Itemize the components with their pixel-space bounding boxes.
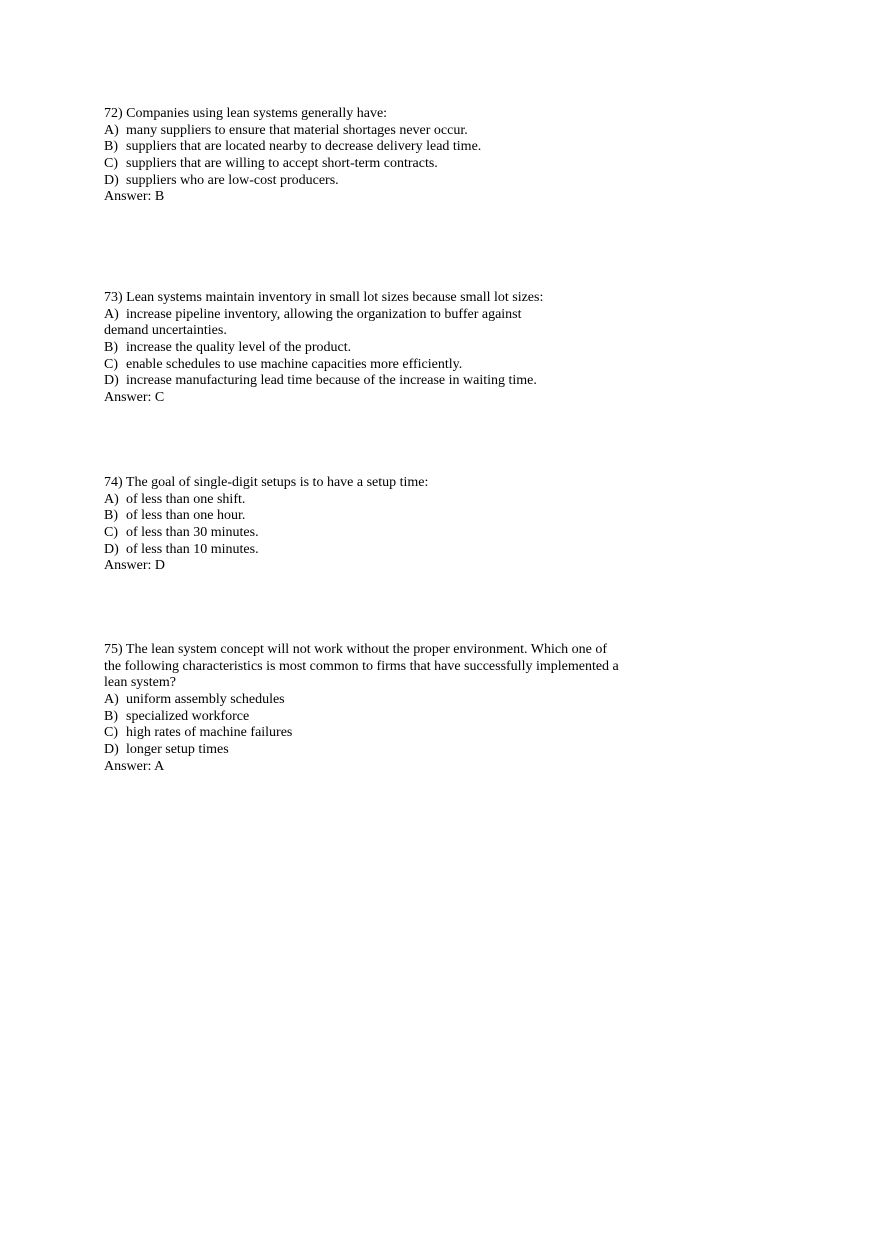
option-text: suppliers that are willing to accept short-term contracts. xyxy=(126,156,438,172)
question-72 xyxy=(104,106,664,206)
option-b xyxy=(104,508,664,525)
answer: Answer: C xyxy=(104,390,165,406)
option-letter: B) xyxy=(104,340,118,356)
option-d xyxy=(104,173,664,190)
option-a xyxy=(104,307,664,324)
option-text: many suppliers to ensure that material shortages never occur. xyxy=(126,122,468,138)
option-text: increase manufacturing lead time because of the increase in waiting time. xyxy=(126,373,537,389)
option-text: enable schedules to use machine capacities more efficiently. xyxy=(126,356,463,372)
answer: Answer: B xyxy=(104,189,165,205)
option-text: uniform assembly schedules xyxy=(126,692,285,708)
option-c xyxy=(104,156,664,173)
option-text: of less than 10 minutes. xyxy=(126,541,259,557)
option-c xyxy=(104,357,664,374)
question-stem: 73) Lean systems maintain inventory in small lot sizes because small lot sizes: xyxy=(104,290,544,305)
option-a xyxy=(104,692,664,709)
option-letter: B) xyxy=(104,708,118,724)
option-text: specialized workforce xyxy=(126,708,250,724)
option-letter: C) xyxy=(104,356,118,372)
option-a-continuation: demand uncertainties. xyxy=(104,323,227,339)
answer: Answer: A xyxy=(104,758,165,774)
question-73 xyxy=(104,290,664,407)
question-stem-line-1: 75) The lean system concept will not work without the proper environment. Which one of xyxy=(104,642,607,657)
option-letter: C) xyxy=(104,725,118,741)
option-text: of less than 30 minutes. xyxy=(126,525,259,541)
option-letter: D) xyxy=(104,172,119,188)
option-letter: A) xyxy=(104,692,119,708)
option-text: increase pipeline inventory, allowing the organization to buffer against xyxy=(126,306,522,322)
answer: Answer: D xyxy=(104,558,166,574)
option-letter: A) xyxy=(104,306,119,322)
option-d xyxy=(104,742,664,759)
option-text: increase the quality level of the product. xyxy=(126,340,352,356)
option-text: longer setup times xyxy=(126,742,229,758)
option-text: suppliers who are low-cost producers. xyxy=(126,172,339,188)
option-text: high rates of machine failures xyxy=(126,725,293,741)
option-letter: B) xyxy=(104,139,118,155)
option-letter: B) xyxy=(104,508,118,524)
question-stem: 74) The goal of single-digit setups is to have a setup time: xyxy=(104,475,429,490)
option-letter: D) xyxy=(104,373,119,389)
question-stem-line-2: the following characteristics is most common to firms that have successfully implemented a xyxy=(104,658,619,674)
option-b xyxy=(104,709,664,726)
question-stem-line-3: lean system? xyxy=(104,675,176,691)
option-letter: C) xyxy=(104,525,118,541)
option-d xyxy=(104,373,664,390)
option-b xyxy=(104,340,664,357)
option-letter: D) xyxy=(104,742,119,758)
option-d xyxy=(104,542,664,559)
option-letter: A) xyxy=(104,122,119,138)
option-text: of less than one hour. xyxy=(126,508,246,524)
option-a xyxy=(104,123,664,140)
option-b xyxy=(104,139,664,156)
question-75 xyxy=(104,642,664,776)
option-a xyxy=(104,492,664,509)
option-letter: C) xyxy=(104,156,118,172)
option-c xyxy=(104,525,664,542)
option-c xyxy=(104,725,664,742)
option-letter: D) xyxy=(104,541,119,557)
option-text: of less than one shift. xyxy=(126,491,246,507)
option-letter: A) xyxy=(104,491,119,507)
question-74 xyxy=(104,475,664,575)
option-text: suppliers that are located nearby to decrease delivery lead time. xyxy=(126,139,482,155)
question-stem: 72) Companies using lean systems generally have: xyxy=(104,106,388,121)
